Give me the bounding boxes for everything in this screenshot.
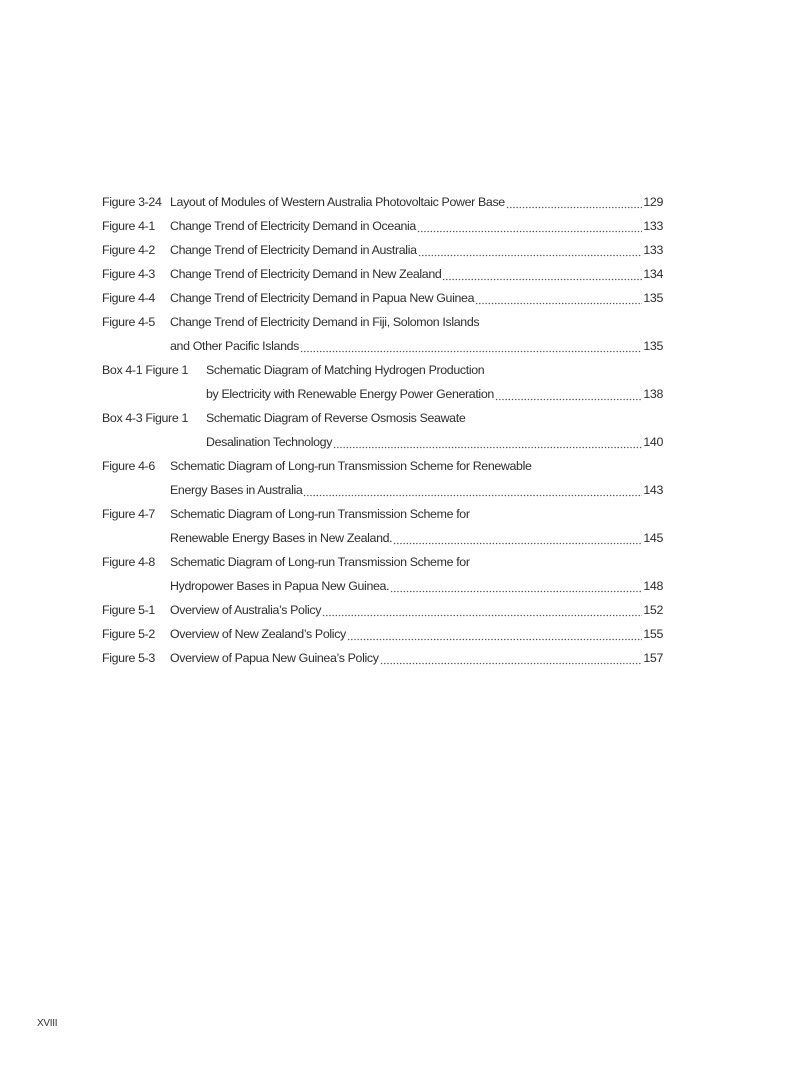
figure-label: Box 4-1 Figure 1 <box>102 363 188 377</box>
page-ref: 148 <box>643 579 663 593</box>
page-ref: 143 <box>643 483 663 497</box>
toc-entry <box>102 550 663 574</box>
figure-label: Figure 4-1 <box>102 219 155 233</box>
page-ref: 134 <box>643 267 663 281</box>
toc-entry-continuation <box>102 382 663 406</box>
figure-title: Desalination Technology <box>206 435 333 449</box>
figure-label: Figure 4-6 <box>102 459 155 473</box>
figure-title: Schematic Diagram of Reverse Osmosis Seawate <box>206 411 466 425</box>
toc-entry <box>102 214 663 238</box>
figure-label: Figure 5-1 <box>102 603 155 617</box>
page-ref: 152 <box>643 603 663 617</box>
figure-title: Schematic Diagram of Long-run Transmission Scheme for <box>170 555 470 569</box>
figure-title: Change Trend of Electricity Demand in Oceania <box>170 219 416 233</box>
figure-title: by Electricity with Renewable Energy Power Generation <box>206 387 494 401</box>
figure-title: Layout of Modules of Western Australia Photovoltaic Power Base <box>170 195 505 209</box>
toc-entry <box>102 358 663 382</box>
dot-leader <box>333 430 642 454</box>
figure-label: Figure 5-3 <box>102 651 155 665</box>
dot-leader <box>303 478 642 502</box>
figure-title: Overview of New Zealand’s Policy <box>170 627 346 641</box>
dot-leader <box>300 334 642 358</box>
toc-entry <box>102 502 663 526</box>
dot-leader <box>393 526 642 550</box>
toc-entry-continuation <box>102 526 663 550</box>
dot-leader <box>475 286 642 310</box>
toc-entry <box>102 454 663 478</box>
page-ref: 133 <box>643 219 663 233</box>
figure-title: Change Trend of Electricity Demand in New Zealand <box>170 267 442 281</box>
page-ref: 138 <box>643 387 663 401</box>
dot-leader <box>418 238 643 262</box>
toc-entry <box>102 598 663 622</box>
figure-title: Renewable Energy Bases in New Zealand. <box>170 531 393 545</box>
figure-label: Figure 4-2 <box>102 243 155 257</box>
figure-label: Figure 4-5 <box>102 315 155 329</box>
page-ref: 140 <box>643 435 663 449</box>
figure-title: Change Trend of Electricity Demand in Papua New Guinea <box>170 291 475 305</box>
page-ref: 145 <box>643 531 663 545</box>
figure-title: Overview of Papua New Guinea’s Policy <box>170 651 379 665</box>
figure-label: Figure 3-24 <box>102 195 162 209</box>
toc-entry-continuation <box>102 574 663 598</box>
figure-title: Hydropower Bases in Papua New Guinea. <box>170 579 390 593</box>
figure-title: Energy Bases in Australia <box>170 483 303 497</box>
toc-entry <box>102 406 663 430</box>
figure-label: Figure 4-7 <box>102 507 155 521</box>
figure-title: and Other Pacific Islands <box>170 339 299 353</box>
page-ref: 155 <box>643 627 663 641</box>
figure-label: Box 4-3 Figure 1 <box>102 411 188 425</box>
toc-entry-continuation <box>102 334 663 358</box>
toc-entry <box>102 646 663 670</box>
toc-entry <box>102 262 663 286</box>
list-of-figures <box>102 190 663 670</box>
toc-entry <box>102 190 663 214</box>
toc-entry <box>102 622 663 646</box>
page-ref: 135 <box>643 291 663 305</box>
dot-leader <box>347 622 642 646</box>
figure-label: Figure 4-8 <box>102 555 155 569</box>
toc-entry-continuation <box>102 430 663 454</box>
figure-label: Figure 4-4 <box>102 291 155 305</box>
dot-leader <box>495 382 642 406</box>
dot-leader <box>322 598 642 622</box>
page-number: XVIII <box>37 1018 58 1029</box>
page-ref: 157 <box>643 651 663 665</box>
toc-entry <box>102 310 663 334</box>
dot-leader <box>390 574 642 598</box>
dot-leader <box>442 262 642 286</box>
figure-title: Schematic Diagram of Matching Hydrogen Production <box>206 363 485 377</box>
figure-title: Schematic Diagram of Long-run Transmission Scheme for <box>170 507 470 521</box>
figure-title: Schematic Diagram of Long-run Transmission Scheme for Renewable <box>170 459 532 473</box>
figure-title: Change Trend of Electricity Demand in Fiji, Solomon Islands <box>170 315 480 329</box>
toc-entry <box>102 238 663 262</box>
figure-title: Change Trend of Electricity Demand in Australia <box>170 243 417 257</box>
page-ref: 135 <box>643 339 663 353</box>
dot-leader <box>506 190 643 214</box>
figure-label: Figure 5-2 <box>102 627 155 641</box>
page-ref: 129 <box>643 195 663 209</box>
dot-leader <box>417 214 642 238</box>
dot-leader <box>380 646 643 670</box>
toc-entry-continuation <box>102 478 663 502</box>
figure-label: Figure 4-3 <box>102 267 155 281</box>
toc-entry <box>102 286 663 310</box>
figure-title: Overview of Australia’s Policy <box>170 603 322 617</box>
page-ref: 133 <box>643 243 663 257</box>
